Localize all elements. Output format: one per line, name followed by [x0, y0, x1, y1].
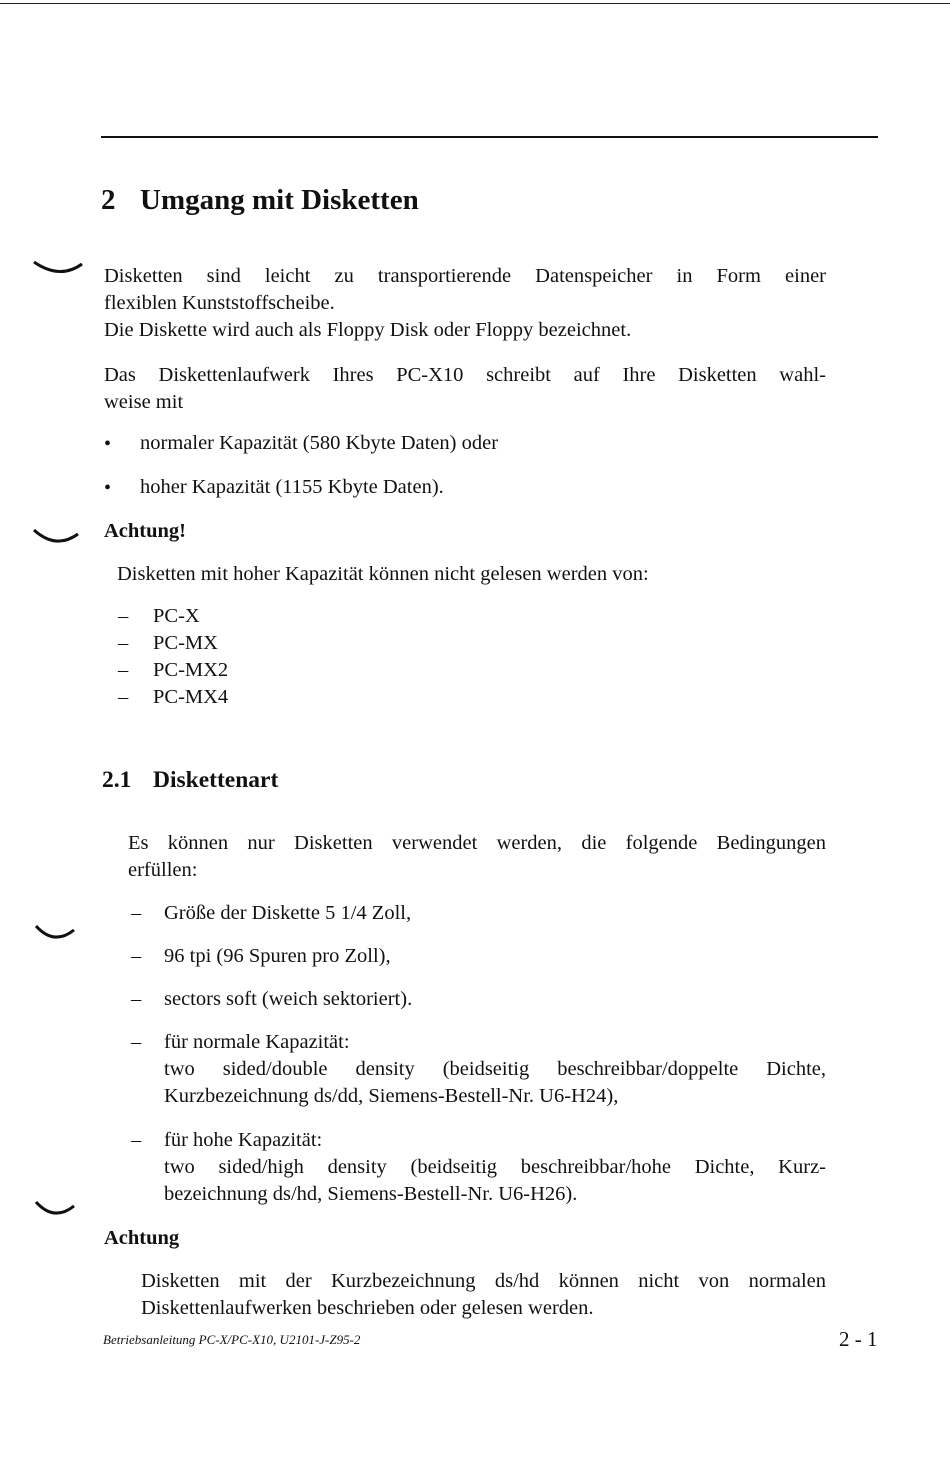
requirement-line: Kurzbezeichnung ds/dd, Siemens-Bestell-Nr. U6-H24),: [164, 1085, 619, 1107]
footer-manual-ref: Betriebsanleitung PC-X/PC-X10, U2101-J-Z95-2: [103, 1332, 361, 1347]
dash-icon: –: [131, 988, 142, 1010]
dash-icon: –: [118, 686, 129, 708]
intro-line: flexiblen Kunststoffscheibe.: [104, 292, 335, 314]
warning-text: Disketten mit hoher Kapazität können nicht gelesen werden von:: [117, 563, 649, 585]
warning-title: Achtung: [104, 1227, 180, 1249]
section-intro-line: erfüllen:: [128, 859, 198, 881]
dash-icon: –: [118, 659, 129, 681]
section-intro-line: Es können nur Disketten verwendet werden, die folgende Bedingungen: [128, 832, 826, 854]
section-number: 2.1: [102, 767, 132, 793]
requirement-heading: für hohe Kapazität:: [164, 1129, 323, 1151]
warning-text: Disketten mit der Kurzbezeichnung ds/hd können nicht von normalen: [141, 1270, 826, 1292]
model-item: PC-MX2: [153, 659, 229, 681]
intro-line: Disketten sind leicht zu transportierende Datenspeicher in Form einer: [104, 265, 826, 287]
change-mark-icon: [30, 524, 90, 550]
change-mark-icon: [32, 258, 92, 280]
warning-text: Diskettenlaufwerken beschrieben oder gelesen werden.: [141, 1297, 594, 1319]
capacity-item: normaler Kapazität (580 Kbyte Daten) oder: [140, 432, 499, 454]
requirement-line: two sided/high density (beidseitig beschreibbar/hohe Dichte, Kurz-: [164, 1156, 826, 1178]
requirement-item: 96 tpi (96 Spuren pro Zoll),: [164, 945, 391, 967]
requirement-item: Größe der Diskette 5 1/4 Zoll,: [164, 902, 412, 924]
intro-line: Die Diskette wird auch als Floppy Disk oder Floppy bezeichnet.: [104, 319, 632, 341]
bullet-icon: •: [104, 433, 112, 455]
dash-icon: –: [131, 945, 142, 967]
model-item: PC-MX4: [153, 686, 229, 708]
dash-icon: –: [131, 902, 142, 924]
requirement-item: sectors soft (weich sektoriert).: [164, 988, 413, 1010]
drive-text-line: weise mit: [104, 391, 184, 413]
model-item: PC-X: [153, 605, 200, 627]
dash-icon: –: [118, 605, 129, 627]
page-number: 2 - 1: [839, 1327, 878, 1351]
requirement-line: bezeichnung ds/hd, Siemens-Bestell-Nr. U6-H26).: [164, 1183, 578, 1205]
section-title: Diskettenart: [153, 767, 279, 793]
drive-text-line: Das Diskettenlaufwerk Ihres PC-X10 schreibt auf Ihre Disketten wahl-: [104, 364, 826, 386]
dash-icon: –: [118, 632, 129, 654]
top-edge-line: [0, 3, 950, 4]
dash-icon: –: [131, 1129, 142, 1151]
bullet-icon: •: [104, 477, 112, 499]
change-mark-icon: [32, 1196, 82, 1222]
requirement-line: two sided/double density (beidseitig beschreibbar/doppelte Dichte,: [164, 1058, 826, 1080]
capacity-item: hoher Kapazität (1155 Kbyte Daten).: [140, 476, 444, 498]
change-mark-icon: [32, 920, 82, 946]
header-rule: [101, 136, 878, 138]
chapter-title: Umgang mit Disketten: [140, 184, 419, 216]
chapter-number: 2: [101, 184, 116, 216]
dash-icon: –: [131, 1031, 142, 1053]
model-item: PC-MX: [153, 632, 218, 654]
requirement-heading: für normale Kapazität:: [164, 1031, 350, 1053]
warning-title: Achtung!: [104, 520, 187, 542]
